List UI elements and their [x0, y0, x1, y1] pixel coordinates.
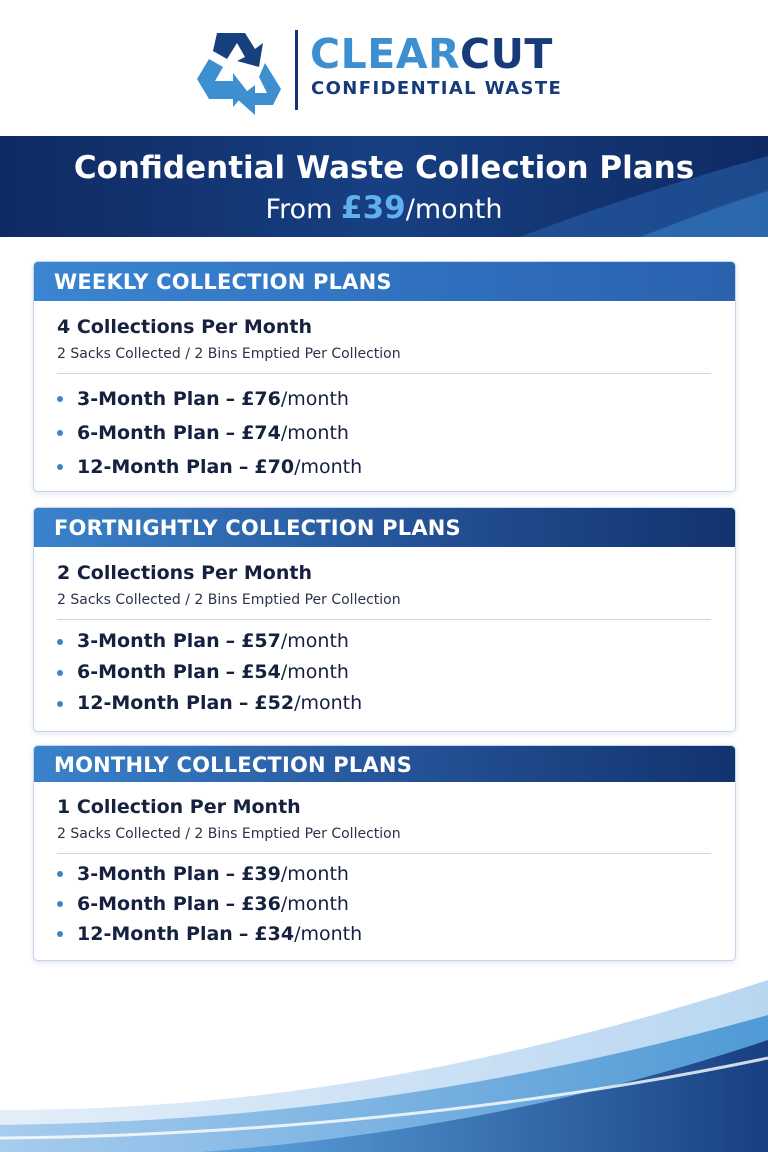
- plan-name: 6-Month Plan: [77, 893, 220, 915]
- plan-item: [34, 688, 735, 719]
- plan-price: £36: [241, 893, 281, 915]
- section-heading: MONTHLY COLLECTION PLANS: [34, 746, 735, 782]
- bullet-dot: [57, 931, 63, 937]
- plan-price: £34: [254, 923, 295, 945]
- banner-from-unit: /month: [405, 194, 503, 225]
- plan-list: [34, 382, 735, 484]
- site-header: [0, 0, 768, 136]
- plan-item: [34, 626, 735, 657]
- plan-separator: –: [238, 923, 249, 945]
- plan-item: [34, 416, 735, 450]
- plan-separator: –: [225, 863, 236, 885]
- section-divider: [57, 619, 711, 620]
- recycle-arrows-icon: [193, 29, 285, 117]
- plan-name: 3-Month Plan: [77, 630, 220, 652]
- footer-wave-decoration: [0, 960, 768, 1152]
- monthly-plans-card: [33, 745, 736, 961]
- plan-unit: /month: [280, 630, 349, 652]
- bullet-dot: [57, 430, 63, 436]
- brand-name-part1: CLEAR: [310, 30, 461, 78]
- brand-tagline: CONFIDENTIAL WASTE: [311, 78, 563, 99]
- collection-note: 2 Sacks Collected / 2 Bins Emptied Per Collection: [57, 826, 401, 842]
- plan-price: £57: [241, 630, 281, 652]
- plan-unit: /month: [280, 661, 349, 683]
- plan-list: [34, 626, 735, 719]
- plan-list: [34, 859, 735, 949]
- plan-name: 6-Month Plan: [77, 661, 220, 683]
- plan-price: £70: [254, 456, 295, 478]
- plan-separator: –: [238, 456, 249, 478]
- brand-name: [310, 30, 553, 78]
- collection-frequency: 1 Collection Per Month: [57, 796, 301, 818]
- bullet-dot: [57, 464, 63, 470]
- collection-note: 2 Sacks Collected / 2 Bins Emptied Per Collection: [57, 592, 401, 608]
- weekly-plans-card: [33, 261, 736, 492]
- section-heading: FORTNIGHTLY COLLECTION PLANS: [34, 508, 735, 547]
- plan-price: £54: [241, 661, 281, 683]
- bullet-dot: [57, 701, 63, 707]
- plan-unit: /month: [280, 388, 349, 410]
- plan-price: £76: [241, 388, 281, 410]
- plan-separator: –: [225, 388, 236, 410]
- plan-price: £39: [241, 863, 281, 885]
- plan-price: £74: [241, 422, 281, 444]
- collection-note: 2 Sacks Collected / 2 Bins Emptied Per Collection: [57, 346, 401, 362]
- plan-unit: /month: [280, 422, 349, 444]
- plan-separator: –: [225, 661, 236, 683]
- brand-name-part2: CUT: [460, 30, 553, 78]
- collection-frequency: 2 Collections Per Month: [57, 562, 312, 584]
- banner-subtitle: [0, 188, 768, 230]
- plan-unit: /month: [294, 923, 363, 945]
- banner-title: Confidential Waste Collection Plans: [73, 150, 695, 186]
- logo-divider: [295, 30, 298, 110]
- section-divider: [57, 853, 711, 854]
- plan-price: £52: [254, 692, 295, 714]
- plan-separator: –: [238, 692, 249, 714]
- plan-item: [34, 382, 735, 416]
- plan-unit: /month: [294, 456, 363, 478]
- plan-separator: –: [225, 893, 236, 915]
- fortnightly-plans-card: [33, 507, 736, 732]
- plan-separator: –: [225, 630, 236, 652]
- bullet-dot: [57, 639, 63, 645]
- plan-item: [34, 859, 735, 889]
- section-heading: WEEKLY COLLECTION PLANS: [34, 262, 735, 301]
- banner-from-price: £39: [341, 190, 406, 226]
- plan-name: 3-Month Plan: [77, 863, 220, 885]
- plan-name: 6-Month Plan: [77, 422, 220, 444]
- bullet-dot: [57, 871, 63, 877]
- plan-unit: /month: [280, 893, 349, 915]
- plan-item: [34, 889, 735, 919]
- section-divider: [57, 373, 711, 374]
- plan-unit: /month: [280, 863, 349, 885]
- banner-from-label: From: [265, 194, 333, 225]
- plan-name: 3-Month Plan: [77, 388, 220, 410]
- plan-separator: –: [225, 422, 236, 444]
- bullet-dot: [57, 396, 63, 402]
- collection-frequency: 4 Collections Per Month: [57, 316, 312, 338]
- plan-item: [34, 657, 735, 688]
- plan-unit: /month: [294, 692, 363, 714]
- bullet-dot: [57, 901, 63, 907]
- plan-name: 12-Month Plan: [77, 923, 233, 945]
- bullet-dot: [57, 670, 63, 676]
- plan-name: 12-Month Plan: [77, 692, 233, 714]
- plan-item: [34, 450, 735, 484]
- plan-name: 12-Month Plan: [77, 456, 233, 478]
- hero-banner: [0, 136, 768, 237]
- plan-item: [34, 919, 735, 949]
